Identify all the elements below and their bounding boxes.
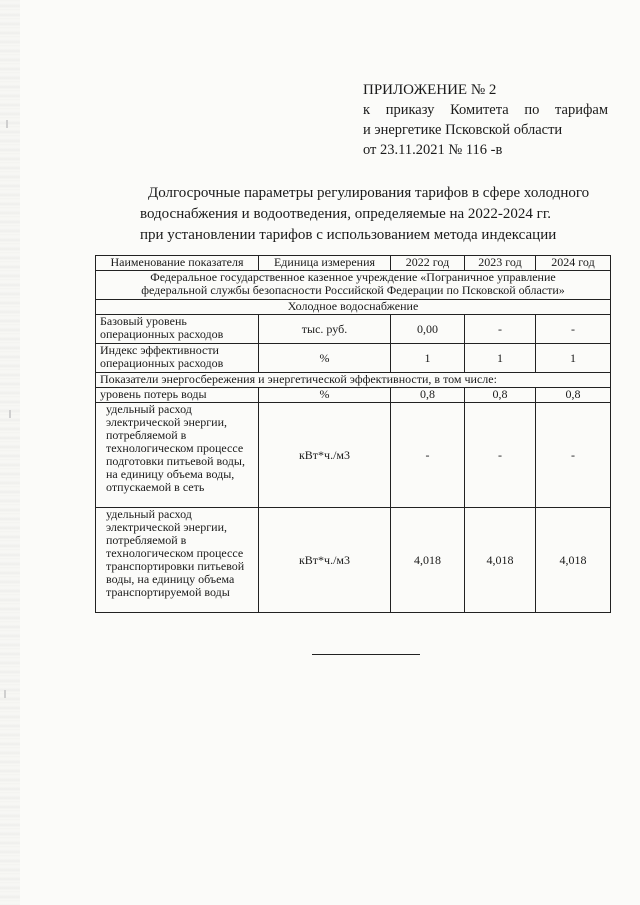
appendix-line-1: к приказу Комитета по тарифам: [363, 102, 608, 118]
row-name-line: удельный расход: [106, 402, 192, 416]
row-unit: %: [259, 344, 391, 373]
header-2024: 2024 год: [536, 256, 611, 271]
row-name: [96, 344, 259, 373]
row-name-line: удельный расход: [106, 507, 192, 521]
row-2024: -: [536, 315, 611, 344]
row-name-line: электрической энергии,: [106, 520, 228, 534]
loss-row-2024: 0,8: [536, 388, 611, 403]
scan-speck: [6, 120, 8, 128]
section-row: [96, 300, 611, 315]
row-2023: -: [465, 315, 536, 344]
loss-row-name: уровень потерь воды: [96, 388, 259, 403]
table-row: [96, 388, 611, 403]
organization-line-1: Федеральное государственное казенное учреждение «Пограничное управление: [150, 270, 556, 284]
organization-cell: [96, 271, 611, 300]
scan-edge: [0, 0, 20, 905]
table-row: [96, 508, 611, 613]
tariff-parameters-table: [95, 255, 611, 613]
table-row: [96, 344, 611, 373]
elec-row-1-2024: -: [536, 403, 611, 508]
closing-rule: [312, 654, 420, 655]
row-name-line: потребляемой в: [106, 533, 187, 547]
row-name-line: отпускаемой в сеть: [106, 480, 205, 494]
elec-row-2-2022: 4,018: [391, 508, 465, 613]
row-name-line: потребляемой в: [106, 428, 187, 442]
appendix-title: ПРИЛОЖЕНИЕ № 2: [363, 82, 497, 98]
heading-line-2: водоснабжения и водоотведения, определяемые на 2022-2024 гг.: [140, 206, 552, 222]
row-2024: 1: [536, 344, 611, 373]
row-name-line: технологическом процессе: [106, 441, 244, 455]
header-indicator: Наименование показателя: [96, 256, 259, 271]
row-name-line: подготовки питьевой воды,: [106, 454, 245, 468]
elec-row-2-2024: 4,018: [536, 508, 611, 613]
row-name-line: электрической энергии,: [106, 415, 228, 429]
row-2022: 1: [391, 344, 465, 373]
row-unit: тыс. руб.: [259, 315, 391, 344]
elec-row-1-2022: -: [391, 403, 465, 508]
energy-section-row: [96, 373, 611, 388]
elec-row-1-name: [96, 403, 259, 508]
table-row: [96, 403, 611, 508]
table-row: [96, 315, 611, 344]
row-name: [96, 315, 259, 344]
elec-row-1-2023: -: [465, 403, 536, 508]
header-2023: 2023 год: [465, 256, 536, 271]
row-name-line: операционных расходов: [100, 356, 224, 370]
energy-section-cell: Показатели энергосбережения и энергетической эффективности, в том числе:: [96, 373, 611, 388]
header-2022: 2022 год: [391, 256, 465, 271]
row-name-line: Индекс эффективности: [100, 343, 219, 357]
row-name-line: воды, на единицу объема: [106, 572, 235, 586]
scan-speck: [4, 690, 6, 698]
row-name-line: транспортируемой воды: [106, 585, 230, 599]
appendix-line-3: от 23.11.2021 № 116 -в: [363, 142, 503, 158]
elec-row-2-unit: кВт*ч./м3: [259, 508, 391, 613]
row-name-line: технологическом процессе: [106, 546, 244, 560]
row-name-line: транспортировки питьевой: [106, 559, 245, 573]
elec-row-1-unit: кВт*ч./м3: [259, 403, 391, 508]
table-header-row: [96, 256, 611, 271]
scan-speck: [9, 410, 11, 418]
loss-row-2022: 0,8: [391, 388, 465, 403]
appendix-block: [363, 80, 608, 160]
row-name-line: на единицу объема воды,: [106, 467, 235, 481]
document-heading: [140, 183, 600, 246]
appendix-line-2: и энергетике Псковской области: [363, 122, 563, 138]
loss-row-unit: %: [259, 388, 391, 403]
elec-row-2-name: [96, 508, 259, 613]
heading-line-3: при установлении тарифов с использованием метода индексации: [140, 227, 557, 243]
section-cold-water: Холодное водоснабжение: [96, 300, 611, 315]
organization-row: [96, 271, 611, 300]
row-name-line: Базовый уровень: [100, 314, 187, 328]
heading-line-1: Долгосрочные параметры регулирования тарифов в сфере холодного: [148, 185, 590, 201]
loss-row-2023: 0,8: [465, 388, 536, 403]
header-unit: Единица измерения: [259, 256, 391, 271]
row-2023: 1: [465, 344, 536, 373]
organization-line-2: федеральной службы безопасности Российской Федерации по Псковской области»: [141, 283, 565, 297]
row-2022: 0,00: [391, 315, 465, 344]
row-name-line: операционных расходов: [100, 327, 224, 341]
elec-row-2-2023: 4,018: [465, 508, 536, 613]
